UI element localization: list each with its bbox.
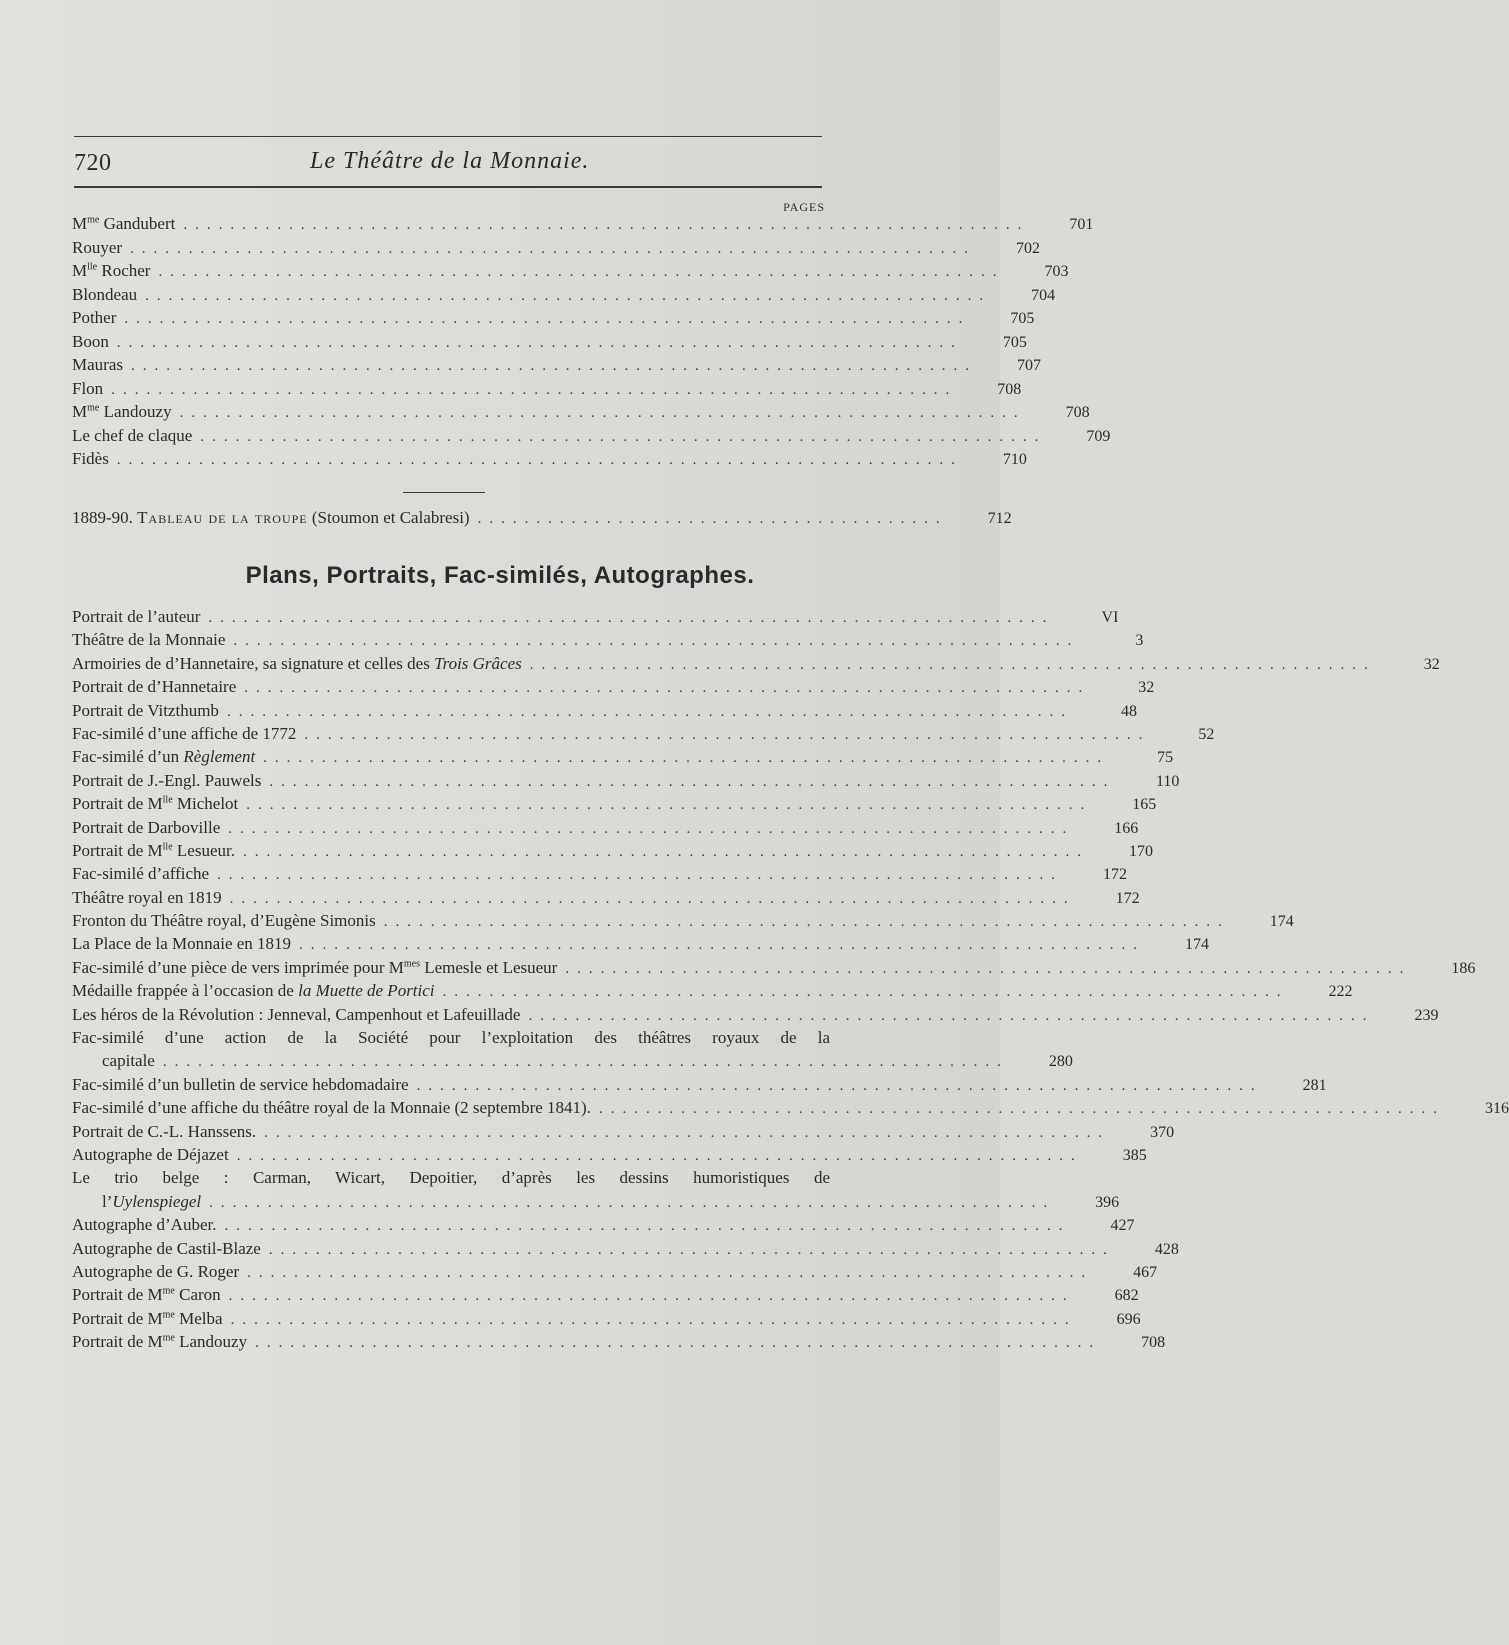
list-item: Fac-similé d’un Règlement ........................................................................ 75: [72, 747, 1174, 767]
list-item-line1: Fac-similé d’une action de la Société pour l’exploitation des théâtres royaux de la: [72, 1028, 830, 1048]
list-item: Flon ........................................................................ 708: [72, 378, 1022, 398]
list-item: Portrait de Vitzthumb ........................................................................ 48: [72, 700, 1137, 720]
artists-list: [72, 214, 1111, 473]
list-item: Théâtre royal en 1819 ........................................................................ 172: [72, 887, 1140, 907]
list-item: Fac-similé d’un bulletin de service hebdomadaire ........................................................................ 281: [72, 1074, 1327, 1094]
section-title: Plans, Portraits, Fac-similés, Autographes.: [245, 562, 755, 589]
list-item: Autographe de Castil-Blaze ........................................................................ 428: [72, 1238, 1179, 1258]
season-entry: 1889-90. Tableau de la troupe (Stoumon et Calabresi) ........................................ 712: [72, 508, 1012, 527]
list-item: Les héros de la Révolution : Jenneval, Campenhout et Lafeuillade ........................................................................ 239: [72, 1004, 1439, 1024]
list-item: Portrait de $M^{me}$ Caron ........................................................................ 682: [72, 1285, 1139, 1305]
list-item: Portrait de $M^{lle}$ Lesueur. ........................................................................ 170: [72, 840, 1153, 860]
header-bottom-rule: [74, 186, 822, 188]
list-item: Fidès ........................................................................ 710: [72, 449, 1027, 468]
list-item: Portrait de Darboville ........................................................................ 166: [72, 817, 1139, 837]
list-item: Portrait de J.-Engl. Pauwels ........................................................................ 110: [72, 770, 1180, 790]
list-item: Rouyer ........................................................................ 702: [72, 237, 1041, 257]
list-item: Autographe de Déjazet ........................................................................ 385: [72, 1144, 1147, 1164]
illustrations-list: [72, 607, 1509, 1356]
list-item: Portrait de $M^{lle}$ Michelot ........................................................................ 165: [72, 794, 1157, 814]
list-item: Fac-similé d’affiche ........................................................................ 172: [72, 864, 1128, 884]
list-item: capitale ........................................................................ 280: [102, 1051, 1073, 1071]
pages-column-label: PAGES: [783, 200, 825, 214]
list-item: Portrait de C.-L. Hanssens. ........................................................................ 370: [72, 1121, 1175, 1141]
list-item: Théâtre de la Monnaie ........................................................................ 3: [72, 630, 1144, 650]
list-item-line1: Le trio belge : Carman, Wicart, Depoitier, d’après les dessins humoristiques de: [72, 1168, 830, 1188]
list-item: Armoiries de d’Hannetaire, sa signature et celles des Trois Grâces ........................................................................ 32: [72, 653, 1440, 673]
list-item: Portrait de $M^{me}$ Landouzy ........................................................................ 708: [72, 1332, 1166, 1352]
list-item: Autographe de G. Roger ........................................................................ 467: [72, 1261, 1158, 1281]
page-number: 720: [74, 150, 112, 176]
list-item: Fronton du Théâtre royal, d’Eugène Simonis ........................................................................ 174: [72, 911, 1294, 931]
list-item: Fac-similé d’une pièce de vers imprimée pour $M^{mes}$ Lemesle et Lesueur ........................................................................ 186: [72, 957, 1476, 977]
running-title: Le Théâtre de la Monnaie.: [310, 148, 590, 174]
list-item: Pother ........................................................................ 705: [72, 308, 1035, 327]
list-item: Portrait de $M^{me}$ Melba ........................................................................ 696: [72, 1308, 1141, 1328]
list-item: Médaille frappée à l’occasion de la Muette de Portici ........................................................................ 222: [72, 981, 1353, 1001]
list-item: Autographe d’Auber. ........................................................................ 427: [72, 1215, 1135, 1235]
list-item: $M^{lle}$ Rocher ........................................................................ 703: [72, 261, 1069, 280]
list-item: Le chef de claque ........................................................................ 709: [72, 425, 1111, 445]
list-item: Fac-similé d’une affiche de 1772 ........................................................................ 52: [72, 723, 1215, 743]
header-top-rule: [74, 136, 822, 137]
list-item: Blondeau ........................................................................ 704: [72, 284, 1056, 304]
list-item: Fac-similé d’une affiche du théâtre royal de la Monnaie (2 septembre 1841). ........................................................................ 316: [72, 1098, 1509, 1118]
list-item: l’Uylenspiegel ........................................................................ 396: [102, 1191, 1120, 1211]
list-item: $M^{me}$ Landouzy ........................................................................ 708: [72, 402, 1090, 421]
list-item: Portrait de l’auteur ........................................................................ VI: [72, 607, 1119, 626]
list-item: Boon ........................................................................ 705: [72, 331, 1027, 351]
list-item: $M^{me}$ Gandubert ........................................................................ 701: [72, 214, 1094, 233]
list-item: Portrait de d’Hannetaire ........................................................................ 32: [72, 677, 1155, 697]
list-item: Mauras ........................................................................ 707: [72, 355, 1041, 374]
section-separator: [403, 492, 485, 493]
list-item: La Place de la Monnaie en 1819 ........................................................................ 174: [72, 934, 1210, 954]
